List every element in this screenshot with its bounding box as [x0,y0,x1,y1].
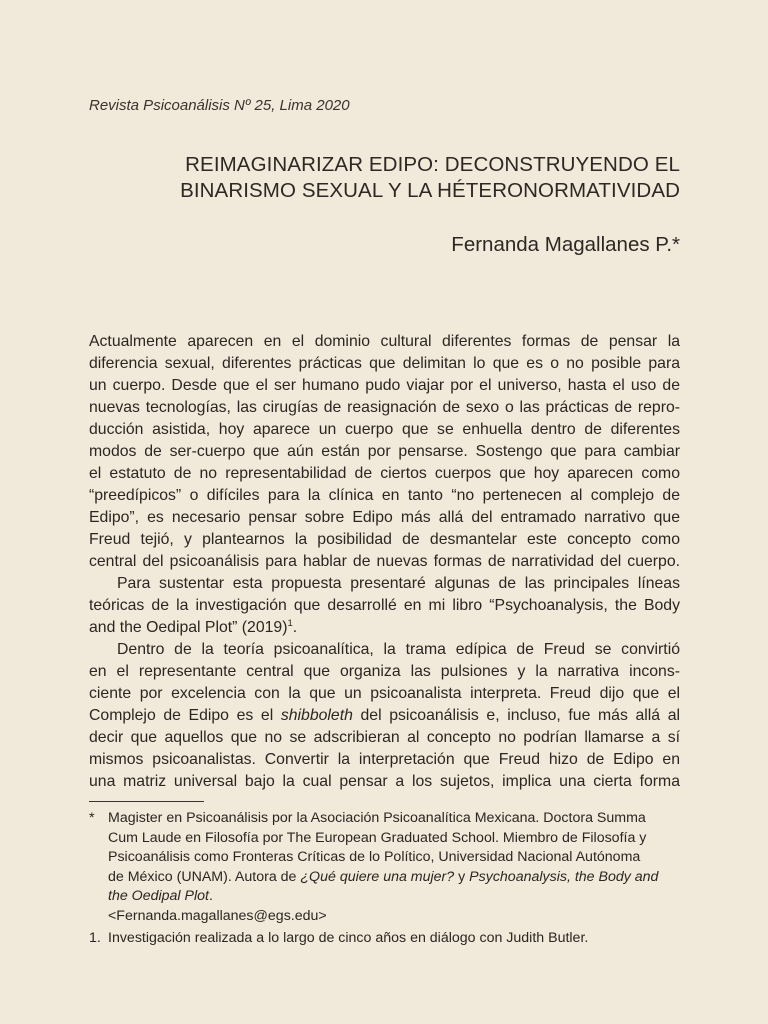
paragraph-1 [89,331,680,573]
text-line: modos de ser-cuerpo que aún están por pensarse. Sostengo que para cambiar [89,443,680,460]
text-line: diferencia sexual, diferentes prácticas que delimitan lo que es o no posible para [89,355,680,372]
text-line [89,705,680,727]
footnote-line [108,887,681,907]
footnote-divider [89,801,204,802]
text-line: mismos psicoanalistas. Convertir la interpretación que Freud hizo de Edipo en [89,751,680,768]
book-title-2-cont: the Oedipal Plot [108,888,209,905]
text-line: Actualmente aparecen en el dominio cultural diferentes formas de pensar la [89,333,680,350]
article-title [120,152,680,204]
text-line: ducción asistida, hoy aparece un cuerpo que se enhuella dentro de diferentes [89,421,680,438]
text-line: Edipo”, es necesario pensar sobre Edipo más allá del entramado narrativo que [89,509,680,526]
text-fragment: . [208,888,213,905]
text-line: central del psicoanálisis para hablar de nuevas formas de narratividad del cuerpo. [89,553,680,570]
title-line-2: BINARISMO SEXUAL Y LA HÉTERONORMATIVIDAD [180,179,680,202]
emphasis: shibboleth [280,707,353,724]
paragraph-3 [89,639,680,793]
text-line: un cuerpo. Desde que el ser humano pudo viajar por el universo, hasta el uso de [89,377,680,394]
text-line: teóricas de la investigación que desarrollé en mi libro “Psychoanalysis, the Body [89,597,680,614]
text-fragment: . [292,619,298,636]
title-line-1: REIMAGINARIZAR EDIPO: DECONSTRUYENDO EL [185,153,680,176]
author-email[interactable]: <Fernanda.magallanes@egs.edu> [108,907,327,924]
text-line: “preedípicos” o difíciles para la clínica en tanto “no pertenecen al complejo de [89,487,680,504]
paragraph-2 [89,573,680,639]
text-line: Freud tejió, y plantearnos la posibilidad de desmantelar este concepto como [89,531,680,548]
footnote-mark: 1. [89,929,101,946]
text-fragment: and the Oedipal Plot” (2019) [89,619,288,636]
footnote-mark: * [89,810,95,826]
footnote-line: Cum Laude en Filosofía por The European Graduated School. Miembro de Filosofía y [108,829,647,846]
text-fragment: del psicoanálisis e, incluso, fue más allá al [352,707,680,724]
text-line: decir que aquellos que no se adscribieran al concepto no podrían llamarse a sí [89,729,680,746]
footnotes [89,809,681,948]
footnote-line: Psicoanálisis como Fronteras Críticas de lo Político, Universidad Nacional Autónoma [108,849,641,866]
footnote-author [89,809,681,927]
book-title-1: ¿Qué quiere una mujer? [300,868,455,885]
article-body [89,331,680,793]
text-fragment: Complejo de Edipo es el [89,707,281,724]
text-line: ciente por excelencia con la que un psicoanalista interpreta. Freud dijo que el [89,685,680,702]
text-line [89,617,680,639]
journal-header: Revista Psicoanálisis Nº 25, Lima 2020 [89,97,350,114]
book-title-2: Psychoanalysis, the Body and [469,868,659,885]
text-fragment: y [454,868,470,885]
text-line: el estatuto de no representabilidad de ciertos cuerpos que hoy aparecen como [89,465,680,482]
footnote-line: Magister en Psicoanálisis por la Asociación Psicoanalítica Mexicana. Doctora Summa [108,810,646,826]
text-line: Dentro de la teoría psicoanalítica, la trama edípica de Freud se convirtió [117,641,680,658]
text-line: nuevas tecnologías, las cirugías de reasignación de sexo o las prácticas de repro- [89,399,680,416]
article-author: Fernanda Magallanes P.* [451,233,680,256]
footnote-line: Investigación realizada a lo largo de cinco años en diálogo con Judith Butler. [108,929,589,946]
text-line: en el representante central que organiza las pulsiones y la narrativa incons- [89,663,680,680]
footnote-ref-1[interactable]: 1 [287,618,293,629]
text-line: Para sustentar esta propuesta presentaré algunas de las principales líneas [117,575,680,592]
footnote-line [108,868,681,888]
text-line: una matriz universal bajo la cual pensar a los sujetos, implica una cierta forma [89,773,680,790]
footnote-1 [89,929,681,949]
text-fragment: de México (UNAM). Autora de [108,868,301,885]
